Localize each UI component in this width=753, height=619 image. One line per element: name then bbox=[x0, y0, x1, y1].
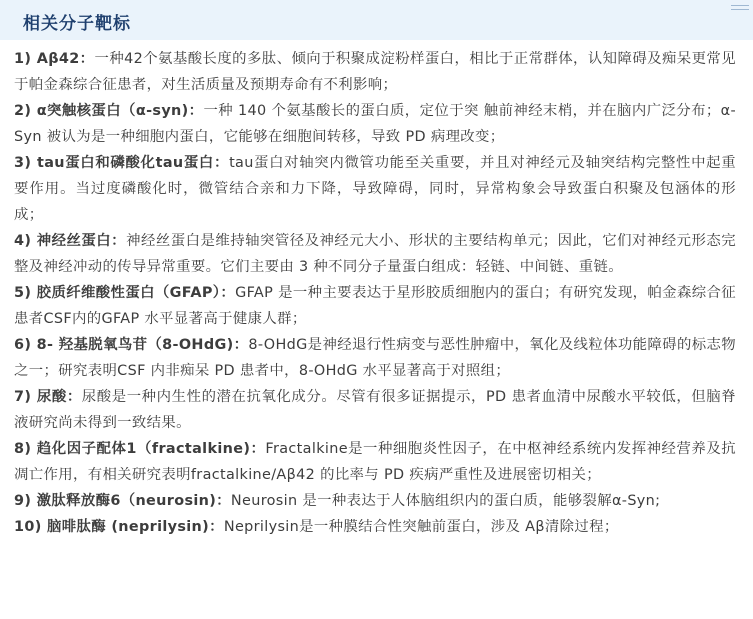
entry-text: 神经丝蛋白是维持轴突管径及神经元大小、形状的主要结构单元；因此，它们对神经元形态完整及神经冲动的传导异常重要。它们主要由 3 种不同分子量蛋白组成：轻链、中间链、重链。 bbox=[14, 233, 736, 275]
entry-text: 尿酸是一种内生性的潜在抗氧化成分。尽管有很多证据提示，PD 患者血清中尿酸水平较低，但脑脊液研究尚未得到一致结果。 bbox=[14, 389, 736, 431]
entry-text: Neurosin 是一种表达于人体脑组织内的蛋白质，能够裂解α-Syn; bbox=[230, 493, 661, 509]
entry-term: 9) 激肽释放酶6（neurosin)： bbox=[14, 493, 231, 509]
list-item bbox=[14, 514, 736, 540]
entry-text: Neprilysin是一种膜结合性突触前蛋白，涉及 Aβ清除过程； bbox=[223, 519, 619, 535]
entry-term: 2) α突触核蛋白（α-syn)： bbox=[14, 103, 204, 119]
entry-term: 7) 尿酸： bbox=[14, 389, 82, 405]
entry-text: 一种42个氨基酸长度的多肽、倾向于积聚成淀粉样蛋白，相比于正常群体，认知障碍及痴呆更常见于帕金森综合征患者，对生活质量及预期寿命有不利影响； bbox=[14, 51, 736, 93]
entry-text: Fractalkine是一种细胞炎性因子，在中枢神经系统内发挥神经营养及抗凋亡作用，有相关研究表明fractalkine/Aβ42 的比率与 PD 疾病严重性及进展密切相关； bbox=[14, 441, 736, 483]
list-item bbox=[14, 228, 736, 280]
entry-term: 5) 胶质纤维酸性蛋白（GFAP）： bbox=[14, 285, 236, 301]
entry-text: tau蛋白对轴突内微管功能至关重要，并且对神经元及轴突结构完整性中起重要作用。当过度磷酸化时，微管结合亲和力下降，导致障碍，同时，异常构象会导致蛋白积聚及包涵体的形成； bbox=[14, 155, 736, 223]
section-header bbox=[0, 0, 753, 40]
list-item bbox=[14, 98, 736, 150]
entry-text: GFAP 是一种主要表达于星形胶质细胞内的蛋白；有研究发现，帕金森综合征患者CSF内的GFAP 水平显著高于健康人群； bbox=[14, 285, 736, 327]
target-list bbox=[14, 46, 736, 540]
entry-text: 8-OHdG是神经退行性病变与恶性肿瘤中，氧化及线粒体功能障碍的标志物之一；研究表明CSF 内非痴呆 PD 患者中，8-OHdG 水平显著高于对照组； bbox=[14, 337, 736, 379]
list-item bbox=[14, 46, 736, 98]
entry-term: 3) tau蛋白和磷酸化tau蛋白： bbox=[14, 155, 230, 171]
entry-text: 一种 140 个氨基酸长的蛋白质，定位于突 触前神经末梢，并在脑内广泛分布；α-Syn 被认为是一种细胞内蛋白，它能够在细胞间转移，导致 PD 病理改变； bbox=[14, 103, 736, 145]
list-item bbox=[14, 436, 736, 488]
list-item bbox=[14, 384, 736, 436]
list-item bbox=[14, 280, 736, 332]
list-item bbox=[14, 488, 736, 514]
entry-term: 8) 趋化因子配体1（fractalkine)： bbox=[14, 441, 266, 457]
entry-term: 6) 8- 羟基脱氧鸟苷（8-OHdG)： bbox=[14, 337, 249, 353]
corner-lines-icon bbox=[731, 2, 749, 14]
entry-term: 10) 脑啡肽酶 (neprilysin)： bbox=[14, 519, 224, 535]
entry-term: 4) 神经丝蛋白： bbox=[14, 233, 127, 249]
section-title: 相关分子靶标 bbox=[23, 14, 131, 34]
list-item bbox=[14, 332, 736, 384]
entry-term: 1) Aβ42： bbox=[14, 51, 95, 67]
list-item bbox=[14, 150, 736, 228]
